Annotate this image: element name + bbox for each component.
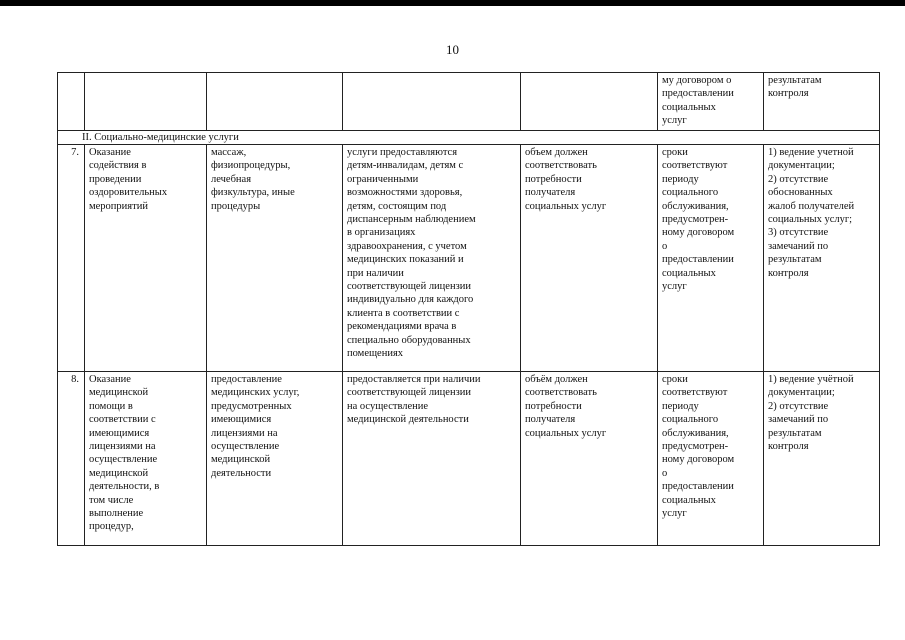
cell-line: социальных услуг	[525, 427, 607, 439]
cell-line: содействия в	[89, 160, 147, 172]
cell-line: проведении	[89, 173, 142, 185]
cell-line: 1) ведение учётной	[768, 374, 854, 385]
cell-line: выполнение	[89, 508, 144, 520]
cell-line: услуг	[662, 508, 687, 520]
cell-line: предоставлении	[662, 88, 734, 100]
cell-volume	[521, 73, 658, 131]
cell-line: социальных услуг	[525, 200, 607, 212]
cell-line: объем должен	[525, 147, 588, 158]
cell-line: результатам	[768, 254, 822, 266]
cell-name	[85, 372, 207, 546]
cell-line: замечаний по	[768, 414, 829, 426]
cell-line: социальных	[662, 101, 716, 113]
cell-line: социального	[662, 414, 719, 426]
cell-line: жалоб получателей	[768, 200, 855, 212]
cell-line: социального	[662, 187, 719, 199]
cell-line: лицензиями на	[211, 427, 278, 439]
cell-line: осуществление	[89, 454, 158, 466]
cell-line: процедуры	[211, 200, 261, 212]
cell-line: 2) отсутствие	[768, 400, 829, 412]
cell-line: периоду	[662, 400, 699, 412]
cell-line: 3) отсутствие	[768, 227, 829, 239]
cell-num	[58, 73, 85, 131]
cell-line: соответствовать	[525, 160, 597, 172]
cell-line: имеющимися	[211, 414, 272, 426]
services-table	[57, 72, 880, 546]
cell-line: получателя	[525, 414, 576, 426]
table-row	[58, 145, 880, 372]
cell-line: соответствующей лицензии	[347, 281, 471, 293]
cell-line: результатам	[768, 75, 822, 86]
cell-line: социальных	[662, 494, 716, 506]
cell-quality	[764, 145, 880, 372]
cell-conditions	[343, 73, 521, 131]
cell-line: медицинской деятельности	[347, 414, 469, 426]
cell-line: результатам	[768, 427, 822, 439]
cell-line: мероприятий	[89, 200, 148, 212]
table-row-continued	[58, 73, 880, 131]
cell-line: детям-инвалидам, детям с	[347, 160, 464, 172]
cell-line: объём должен	[525, 374, 588, 385]
cell-conditions	[343, 145, 521, 372]
cell-line: рекомендациями врача в	[347, 321, 457, 333]
cell-line: медицинских услуг,	[211, 387, 300, 399]
cell-line: му договором о	[662, 75, 732, 86]
table-row	[58, 372, 880, 546]
cell-line: помощи в	[89, 400, 133, 412]
cell-line: документации;	[768, 160, 835, 172]
cell-line: соответствии с	[89, 414, 156, 426]
cell-line: предусмотренных	[211, 400, 292, 412]
cell-conditions	[343, 372, 521, 546]
cell-line: контроля	[768, 441, 809, 453]
cell-line: том числе	[89, 494, 134, 506]
cell-line: массаж,	[211, 147, 247, 158]
cell-terms	[658, 73, 764, 131]
cell-line: физиопроцедуры,	[211, 160, 291, 172]
cell-line: соответствуют	[662, 160, 728, 172]
cell-line: осуществление	[211, 441, 280, 453]
cell-line: ному договором	[662, 454, 735, 466]
cell-num: 7.	[58, 145, 85, 372]
cell-num: 8.	[58, 372, 85, 546]
cell-line: документации;	[768, 387, 835, 399]
cell-content	[207, 73, 343, 131]
cell-quality	[764, 372, 880, 546]
cell-line: физкультура, иные	[211, 187, 295, 199]
cell-line: Оказание	[89, 374, 131, 385]
cell-name	[85, 145, 207, 372]
cell-line: контроля	[768, 267, 809, 279]
cell-line: периоду	[662, 173, 699, 185]
cell-line: 1) ведение учетной	[768, 147, 854, 158]
cell-line: потребности	[525, 400, 582, 412]
cell-volume	[521, 145, 658, 372]
cell-line: сроки	[662, 374, 688, 385]
cell-line: предоставляется при наличии	[347, 374, 481, 385]
cell-line: деятельности	[211, 467, 272, 479]
cell-line: здравоохранения, с учетом	[347, 240, 467, 252]
cell-line: 2) отсутствие	[768, 173, 829, 185]
table-row-section	[58, 131, 880, 145]
cell-terms	[658, 145, 764, 372]
cell-line: соответствуют	[662, 387, 728, 399]
cell-line: потребности	[525, 173, 582, 185]
cell-line: соответствовать	[525, 387, 597, 399]
cell-content	[207, 372, 343, 546]
top-scan-border	[0, 0, 905, 6]
cell-line: замечаний по	[768, 240, 829, 252]
cell-line: медицинской	[89, 387, 149, 399]
cell-line: услуг	[662, 115, 687, 127]
cell-name	[85, 73, 207, 131]
cell-quality	[764, 73, 880, 131]
cell-line: специально оборудованных	[347, 334, 471, 346]
cell-line: медицинской	[89, 467, 149, 479]
cell-line: обслуживания,	[662, 200, 729, 212]
cell-line: получателя	[525, 187, 576, 199]
cell-content	[207, 145, 343, 372]
cell-line: клиента в соответствии с	[347, 307, 460, 319]
cell-line: диспансерным наблюдением	[347, 214, 476, 226]
cell-line: сроки	[662, 147, 688, 158]
cell-line: обслуживания,	[662, 427, 729, 439]
cell-line: деятельности, в	[89, 481, 160, 493]
cell-volume	[521, 372, 658, 546]
cell-terms	[658, 372, 764, 546]
cell-line: предусмотрен-	[662, 441, 729, 453]
cell-line: на осуществление	[347, 400, 429, 412]
cell-line: возможностями здоровья,	[347, 187, 463, 199]
cell-line: оздоровительных	[89, 187, 168, 199]
cell-line: Оказание	[89, 147, 131, 158]
cell-line: ограниченными	[347, 173, 419, 185]
cell-line: лечебная	[211, 173, 252, 185]
cell-line: медицинской	[211, 454, 271, 466]
cell-line: предоставлении	[662, 481, 734, 493]
cell-line: процедур,	[89, 521, 134, 533]
cell-line: предусмотрен-	[662, 214, 729, 226]
cell-line: имеющимися	[89, 427, 150, 439]
cell-line: услуг	[662, 281, 687, 293]
page-number: 10	[446, 42, 459, 57]
cell-line: помещениях	[347, 348, 404, 360]
cell-line: индивидуально для каждого	[347, 294, 474, 306]
cell-line: обоснованных	[768, 187, 833, 199]
cell-line: в организациях	[347, 227, 416, 239]
cell-line: медицинских показаний и	[347, 254, 464, 266]
cell-line: контроля	[768, 88, 809, 100]
cell-line: о	[662, 240, 668, 252]
cell-line: социальных услуг;	[768, 214, 853, 226]
cell-line: детям, состоящим под	[347, 200, 447, 212]
cell-line: услуги предоставляются	[347, 147, 458, 158]
cell-line: лицензиями на	[89, 441, 156, 453]
cell-line: предоставление	[211, 374, 282, 385]
cell-line: ному договором	[662, 227, 735, 239]
cell-line: соответствующей лицензии	[347, 387, 471, 399]
cell-line: социальных	[662, 267, 716, 279]
cell-line: предоставлении	[662, 254, 734, 266]
cell-line: о	[662, 467, 668, 479]
cell-line: при наличии	[347, 267, 404, 279]
section-title: II. Социально-медицинские услуги	[58, 131, 880, 145]
